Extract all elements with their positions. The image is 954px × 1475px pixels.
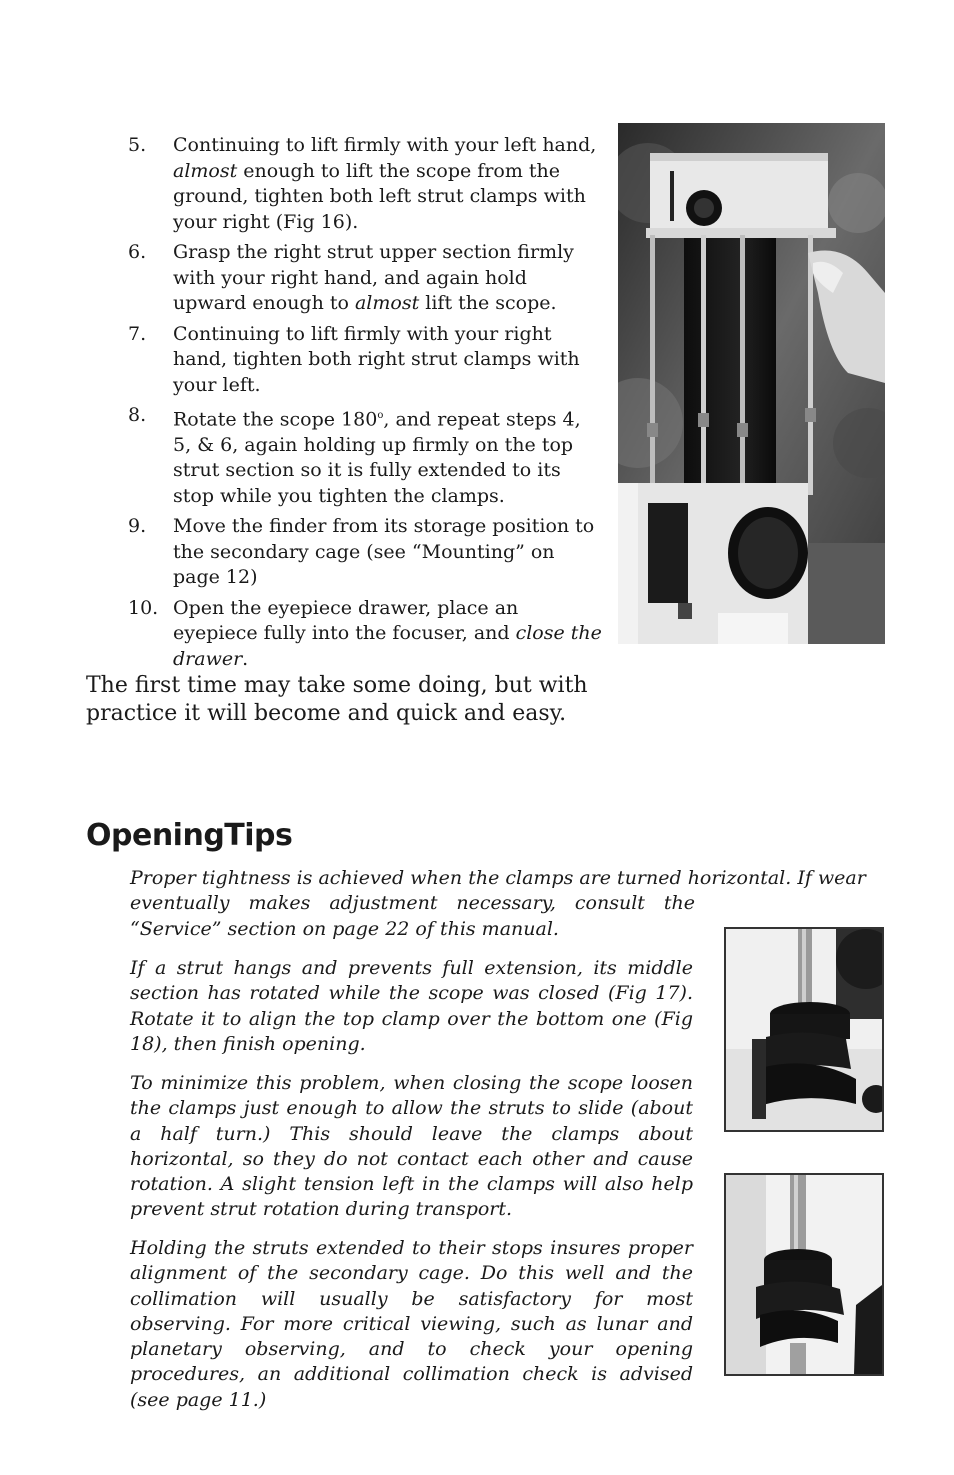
- assembly-steps-list: [128, 133, 603, 677]
- step-text-run: Grasp the right strut upper section firmly with your right hand, and again hold upward enough to: [173, 241, 574, 314]
- strut-clamp-photo-fig18: [724, 1173, 884, 1376]
- tip-paragraph-1: [130, 866, 866, 942]
- step-item: [128, 514, 603, 591]
- strut-clamp-photo-fig17: [724, 927, 884, 1132]
- step-text: [173, 596, 603, 673]
- step-text-run: enough to lift the scope from the ground, tighten both left strut clamps with your right (Fig 16).: [173, 159, 586, 233]
- step-text-run: Continuing to lift firmly with your left hand,: [173, 134, 597, 156]
- section-heading: OpeningTips: [86, 818, 293, 853]
- step-text: [173, 133, 603, 235]
- step-item: [128, 322, 603, 399]
- step-text-run: Open the eyepiece drawer, place an eyepiece fully into the focuser, and: [173, 596, 519, 645]
- step-emphasis: close the drawer: [173, 622, 602, 670]
- step-text-run: .: [242, 647, 249, 670]
- step-item: [128, 403, 603, 509]
- step-number: 7.: [128, 322, 147, 345]
- step-emphasis: almost: [173, 159, 238, 182]
- step-item: [128, 596, 603, 673]
- step-text: [173, 322, 603, 399]
- step-text: [173, 514, 603, 591]
- step-text-run: Move the finder from its storage position to the secondary cage (see “Mounting” on page 12): [173, 515, 595, 589]
- step-number: 10.: [128, 596, 159, 619]
- step-text-run: , and repeat steps 4, 5, & 6, again holding up firmly on the top strut section so it is fully extended to its stop while you tighten the clamps.: [173, 408, 581, 507]
- step-text: [173, 240, 603, 317]
- closing-paragraph: The first time may take some doing, but with practice it will become and quick and easy.: [86, 673, 588, 726]
- tip-paragraph-1-first-line: Proper tightness is achieved when the clamps are turned horizontal. If wear: [130, 867, 866, 889]
- degree-superscript: o: [377, 410, 384, 421]
- step-number: 9.: [128, 515, 147, 538]
- tip-paragraph-4: Holding the struts extended to their stops insures proper alignment of the secondary cage. Do this well and the collimation will usually be satisfactory for most observing. For more critical viewing, such as lunar and planetary observing, and to check your opening procedures, an additional collimation check is advised (see page 11.): [130, 1237, 693, 1411]
- step-number: 8.: [128, 404, 147, 426]
- step-item: [128, 240, 603, 317]
- tip-paragraph-2: If a strut hangs and prevents full extension, its middle section has rotated while the scope was closed (Fig 17). Rotate it to align the top clamp over the bottom one (Fig 18), then finish opening.: [130, 957, 693, 1055]
- tip-paragraph-3: To minimize this problem, when closing the scope loosen the clamps just enough to allow the struts to slide (about a half turn.) This should leave the clamps about horizontal, so they do not contact each other and cause rotation. A slight tension left in the clamps will also help prevent strut rotation during transport.: [130, 1072, 693, 1221]
- step-text: [173, 403, 603, 509]
- tip-paragraph-1-rest: eventually makes adjustment necessary, consult the “Service” section on page 22 of this manual.: [130, 892, 695, 940]
- step-item: [128, 133, 603, 235]
- step-number: 5.: [128, 134, 147, 156]
- step-text-run: lift the scope.: [419, 292, 557, 314]
- telescope-photo: [618, 123, 885, 644]
- step-number: 6.: [128, 241, 147, 263]
- step-emphasis: almost: [354, 292, 420, 314]
- step-text-run: Continuing to lift firmly with your right hand, tighten both right strut clamps with your left.: [173, 322, 580, 396]
- step-text-run: Rotate the scope 180: [173, 408, 378, 431]
